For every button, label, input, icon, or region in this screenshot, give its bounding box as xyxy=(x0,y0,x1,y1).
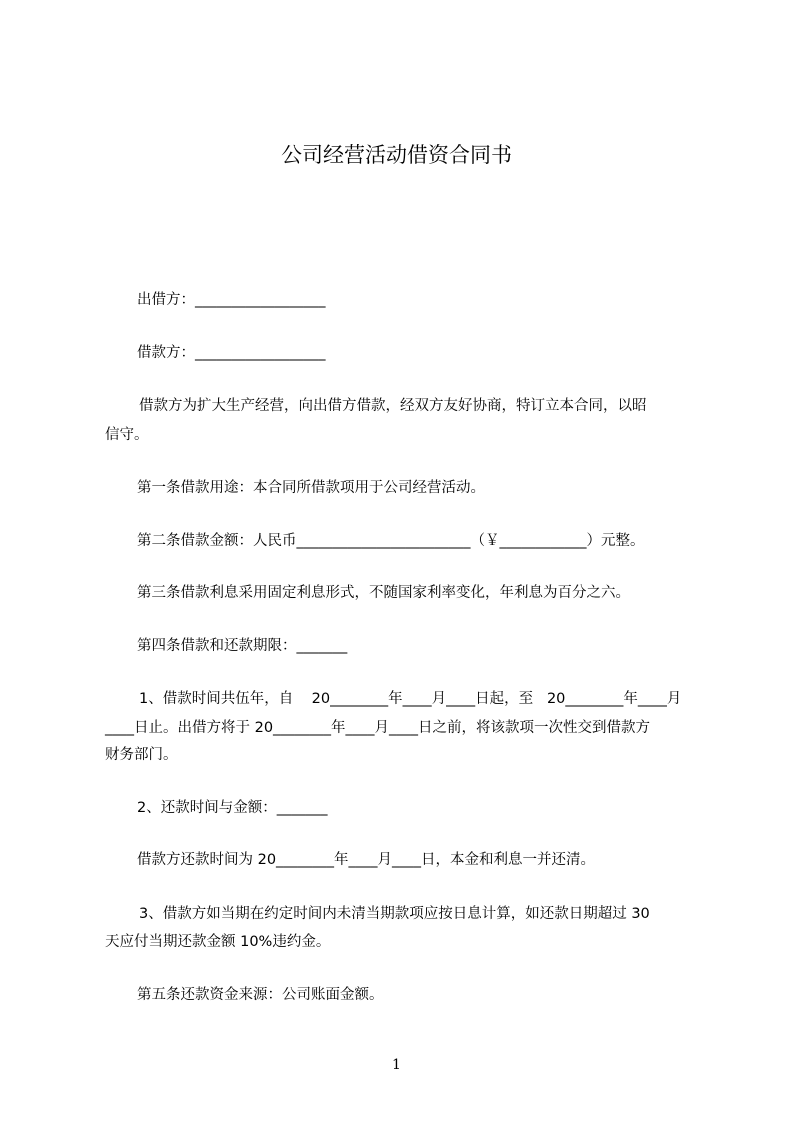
intro-line-2: 信守。 xyxy=(105,427,149,443)
item-3-line-1: 3、借款方如当期在约定时间内未清当期款项应按日息计算，如还款日期超过 30 xyxy=(139,906,650,922)
item-1-line-3: 财务部门。 xyxy=(105,747,178,763)
item-1-line-2: ____日止。出借方将于 20________年____月____日之前，将该款项一次性交到借款方 xyxy=(105,720,651,736)
item-3-line-2: 天应付当期还款金额 10%违约金。 xyxy=(105,934,331,950)
document-title: 公司经营活动借资合同书 xyxy=(281,143,512,167)
article-1: 第一条借款用途：本合同所借款项用于公司经营活动。 xyxy=(137,480,485,496)
intro-line-1: 借款方为扩大生产经营，向出借方借款，经双方友好协商，特订立本合同，以昭 xyxy=(139,398,647,414)
item-2: 2、还款时间与金额：_______ xyxy=(137,800,328,816)
lender-line: 出借方：__________________ xyxy=(137,292,326,308)
article-3: 第三条借款利息采用固定利息形式，不随国家利率变化，年利息为百分之六。 xyxy=(137,585,630,601)
borrower-line: 借款方：__________________ xyxy=(137,345,326,361)
article-5: 第五条还款资金来源：公司账面金额。 xyxy=(137,987,384,1003)
item-2-detail: 借款方还款时间为 20________年____月____日，本金和利息一并还清。 xyxy=(137,852,596,868)
article-2: 第二条借款金额：人民币________________________（￥____________）元整。 xyxy=(137,533,645,549)
article-4: 第四条借款和还款期限：_______ xyxy=(137,638,348,654)
item-1-line-1: 1、借款时间共伍年，自 20________年____月____日起，至 20________年____月 xyxy=(139,691,682,707)
page-number: 1 xyxy=(392,1057,401,1073)
